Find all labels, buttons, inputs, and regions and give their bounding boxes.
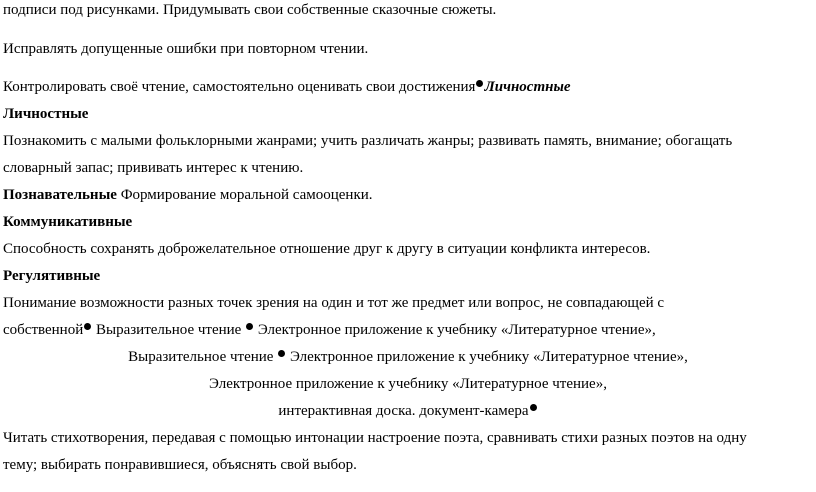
text-line-16	[3, 429, 747, 448]
bullet-icon	[278, 350, 285, 357]
text: Выразительное чтение	[96, 322, 242, 338]
text: собственной	[3, 322, 84, 338]
text: Контролировать своё чтение, самостоятельно оценивать свои достижения	[3, 79, 476, 95]
text-line-14	[0, 375, 816, 394]
text-line-3	[3, 78, 571, 97]
bullet-icon	[246, 323, 253, 330]
heading-inline: Личностные	[484, 79, 571, 95]
text: Понимание возможности разных точек зрения на один и тот же предмет или вопрос, не совпадающей с	[3, 295, 665, 311]
text: интерактивная доска. документ-камера	[278, 403, 529, 419]
text-line-5	[3, 132, 732, 151]
text: тему; выбирать понравившиеся, объяснять свой выбор.	[3, 457, 357, 473]
text: Читать стихотворения, передавая с помощью интонации настроение поэта, сравнивать стихи разных поэтов на одну	[3, 430, 747, 446]
text-line-9	[3, 240, 650, 259]
heading: Регулятивные	[3, 268, 101, 284]
text-line-13	[0, 348, 816, 367]
bullet-icon	[84, 323, 91, 330]
text-line-17	[3, 456, 357, 475]
text: Электронное приложение к учебнику «Литературное чтение»,	[289, 349, 688, 365]
text: Познакомить с малыми фольклорными жанрами; учить различать жанры; развивать память, внимание; обогащать	[3, 133, 733, 149]
text: подписи под рисунками. Придумывать свои собственные сказочные сюжеты.	[3, 2, 497, 18]
text: Выразительное чтение	[128, 349, 274, 365]
text: Способность сохранять доброжелательное отношение друг к другу в ситуации конфликта интересов.	[3, 241, 651, 257]
heading-regulatory	[3, 267, 100, 286]
heading: Коммуникативные	[3, 214, 133, 230]
heading: Личностные	[3, 106, 89, 122]
heading-cognitive: Познавательные	[3, 187, 117, 203]
bullet-icon	[530, 404, 537, 411]
text-line-7	[3, 186, 373, 205]
text: Исправлять допущенные ошибки при повторном чтении.	[3, 41, 369, 57]
text-line-1	[3, 1, 496, 20]
text-line-6	[3, 159, 303, 178]
text: Электронное приложение к учебнику «Литературное чтение»,	[209, 376, 607, 392]
text-line-15	[0, 402, 816, 421]
heading-communicative	[3, 213, 132, 232]
text-line-11	[3, 294, 664, 313]
text-line-12	[3, 321, 656, 340]
heading-personal	[3, 105, 88, 124]
text: Формирование моральной самооценки.	[120, 187, 373, 203]
text-line-2	[3, 40, 368, 59]
text: словарный запас; прививать интерес к чтению.	[3, 160, 304, 176]
text: Электронное приложение к учебнику «Литературное чтение»,	[257, 322, 656, 338]
bullet-icon	[476, 80, 483, 87]
